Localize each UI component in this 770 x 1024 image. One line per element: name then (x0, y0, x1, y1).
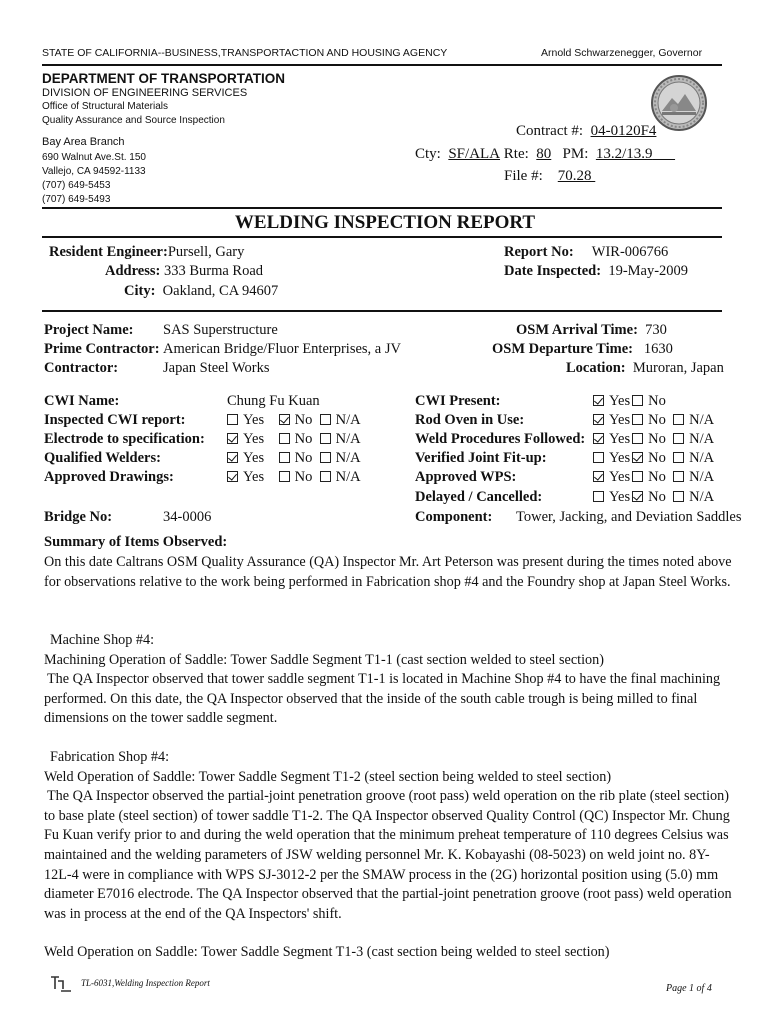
bridge-no-label: Bridge No: (44, 509, 113, 525)
page-number: Page 1 of 4 (666, 983, 712, 994)
yes-checkbox[interactable] (227, 433, 238, 444)
title-rule-bottom (42, 236, 722, 238)
contractor-value: Japan Steel Works (163, 360, 270, 376)
no-checkbox[interactable] (632, 471, 643, 482)
no-checkbox[interactable] (632, 433, 643, 444)
yes-checkbox[interactable] (227, 452, 238, 463)
qualified-welders-label: Qualified Welders: (44, 450, 161, 466)
component-value: Tower, Jacking, and Deviation Saddles (516, 509, 742, 525)
branch-phone-1: (707) 649-5453 (42, 180, 111, 191)
project-name-label: Project Name: (44, 322, 134, 338)
contractor-label: Contractor: (44, 360, 119, 376)
approved-wps-options: Yes No N/A (593, 469, 714, 486)
no-checkbox[interactable] (632, 491, 643, 502)
report-title: WELDING INSPECTION REPORT (234, 212, 536, 233)
no-checkbox[interactable] (279, 414, 290, 425)
joint-fitup-options: Yes No N/A (593, 450, 714, 467)
section-rule (42, 310, 722, 312)
fabrication-shop-operation: Weld Operation of Saddle: Tower Saddle Segment T1-2 (steel section being welded to steel section) (44, 768, 612, 785)
branch-street: 690 Walnut Ave.St. 150 (42, 152, 146, 163)
no-checkbox[interactable] (279, 452, 290, 463)
yes-checkbox[interactable] (593, 491, 604, 502)
title-rule-top (42, 207, 722, 209)
delayed-cancelled-options: Yes No N/A (593, 489, 714, 506)
fabrication-shop-section (44, 748, 734, 924)
no-checkbox[interactable] (632, 395, 643, 406)
machine-shop-section (44, 631, 734, 729)
weld-procedures-label: Weld Procedures Followed: (415, 431, 586, 447)
state-seal-icon (650, 74, 708, 132)
resident-engineer: Resident Engineer:Pursell, Gary (49, 244, 245, 260)
bridge-no-value: 34-0006 (163, 509, 212, 525)
no-checkbox[interactable] (279, 471, 290, 482)
delayed-cancelled-label: Delayed / Cancelled: (415, 489, 543, 505)
na-checkbox[interactable] (673, 433, 684, 444)
form-number: TL-6031,Welding Inspection Report (81, 978, 210, 988)
na-checkbox[interactable] (320, 452, 331, 463)
na-checkbox[interactable] (673, 471, 684, 482)
rod-oven-options: Yes No N/A (593, 412, 714, 429)
yes-checkbox[interactable] (593, 433, 604, 444)
department-name: DEPARTMENT OF TRANSPORTATION (42, 71, 285, 86)
date-inspected: Date Inspected: 19-May-2009 (504, 263, 689, 279)
no-checkbox[interactable] (279, 433, 290, 444)
prime-contractor-label: Prime Contractor: (44, 341, 160, 357)
fabrication-shop-title: Fabrication Shop #4: (50, 749, 170, 765)
yes-checkbox[interactable] (227, 414, 238, 425)
agency-line: STATE OF CALIFORNIA--BUSINESS,TRANSPORTACTION AND HOUSING AGENCY (42, 47, 448, 59)
weld-operation-t1-3: Weld Operation on Saddle: Tower Saddle Segment T1-3 (cast section being welded to steel section) (44, 944, 610, 960)
yes-checkbox[interactable] (593, 395, 604, 406)
location: Location: Muroran, Japan (566, 360, 724, 376)
joint-fitup-label: Verified Joint Fit-up: (415, 450, 547, 466)
engineer-city: City: Oakland, CA 94607 (124, 283, 279, 299)
electrode-label: Electrode to specification: (44, 431, 205, 447)
osm-departure: OSM Departure Time: 1630 (492, 341, 673, 357)
file-number: File #: 70.28 (504, 168, 592, 184)
machine-shop-text: The QA Inspector observed that tower saddle segment T1-1 is located in Machine Shop #4 to have the final machining performed. On this date, the QA Inspector observed that the inside of the south cable trough is being milled to final dimensions on the tower saddle segment. (44, 671, 721, 727)
contract-number: Contract #: 04-0120F4 (516, 123, 657, 139)
engineer-address: Address: 333 Burma Road (105, 263, 264, 279)
machine-shop-title: Machine Shop #4: (50, 632, 155, 648)
division-name: DIVISION OF ENGINEERING SERVICES (42, 87, 248, 99)
caltrans-logo-icon (49, 973, 73, 993)
inspected-cwi-report-label: Inspected CWI report: (44, 412, 186, 428)
cwi-present-options: Yes No (593, 393, 666, 410)
branch-city: Vallejo, CA 94592-1133 (42, 166, 146, 177)
qualified-welders-options: Yes No N/A (227, 450, 361, 467)
approved-drawings-label: Approved Drawings: (44, 469, 174, 485)
yes-checkbox[interactable] (593, 452, 604, 463)
na-checkbox[interactable] (320, 433, 331, 444)
office-name: Office of Structural Materials (42, 101, 168, 112)
approved-drawings-options: Yes No N/A (227, 469, 361, 486)
machine-shop-operation: Machining Operation of Saddle: Tower Saddle Segment T1-1 (cast section welded to steel section) (44, 651, 604, 668)
yes-checkbox[interactable] (593, 414, 604, 425)
na-checkbox[interactable] (673, 414, 684, 425)
summary-intro: On this date Caltrans OSM Quality Assurance (QA) Inspector Mr. Art Peterson was present during the times noted above for observations relative to the work being performed in Fabrication shop #4 and the Foundry shop at Japan Steel Works. (44, 554, 732, 590)
na-checkbox[interactable] (673, 491, 684, 502)
header-rule (42, 64, 722, 66)
governor-line: Arnold Schwarzenegger, Governor (541, 47, 703, 59)
na-checkbox[interactable] (320, 471, 331, 482)
cwi-name-label: CWI Name: (44, 393, 120, 409)
cwi-present-label: CWI Present: (415, 393, 501, 409)
na-checkbox[interactable] (673, 452, 684, 463)
report-number: Report No: WIR-006766 (504, 244, 669, 260)
component-label: Component: (415, 509, 493, 525)
branch-phone-2: (707) 649-5493 (42, 194, 111, 205)
no-checkbox[interactable] (632, 452, 643, 463)
rod-oven-label: Rod Oven in Use: (415, 412, 525, 428)
osm-arrival: OSM Arrival Time: 730 (516, 322, 667, 338)
qa-name: Quality Assurance and Source Inspection (42, 115, 225, 126)
fabrication-shop-text: The QA Inspector observed the partial-joint penetration groove (root pass) weld operation on the rib plate (steel section) to base plate (steel section) of tower saddle T1-2. The QA Inspector observed Quality Control (QC) Inspector Mr. Chung Fu Kuan verify prior to and during the weld operation that the minimum preheat temperature of 110 degrees Celsius was maintained and the welding parameters of JSW welding personnel Mr. K. Kobayashi (08-5023) on weld joint no. 8Y-12L-4 were in compliance with WPS SJ-3012-2 per the SMAW process in the (2G) horizontal position using (5.0) mm diameter E7016 electrode. The QA Inspector observed that the partial-joint penetration groove (root pass) weld operation was in process at the end of the QA Inspectors' shift. (44, 788, 732, 922)
project-name-value: SAS Superstructure (163, 322, 278, 338)
approved-wps-label: Approved WPS: (415, 469, 517, 485)
na-checkbox[interactable] (320, 414, 331, 425)
weld-procedures-options: Yes No N/A (593, 431, 714, 448)
no-checkbox[interactable] (632, 414, 643, 425)
summary-heading: Summary of Items Observed: (44, 534, 228, 550)
yes-checkbox[interactable] (227, 471, 238, 482)
prime-contractor-value: American Bridge/Fluor Enterprises, a JV (163, 341, 401, 357)
cwi-name-value: Chung Fu Kuan (227, 393, 320, 409)
branch-name: Bay Area Branch (42, 136, 125, 148)
inspected-cwi-report-options: Yes No N/A (227, 412, 361, 429)
electrode-options: Yes No N/A (227, 431, 361, 448)
yes-checkbox[interactable] (593, 471, 604, 482)
county-route-pm: Cty: SF/ALA Rte: 80 PM: 13.2/13.9 (415, 146, 653, 162)
